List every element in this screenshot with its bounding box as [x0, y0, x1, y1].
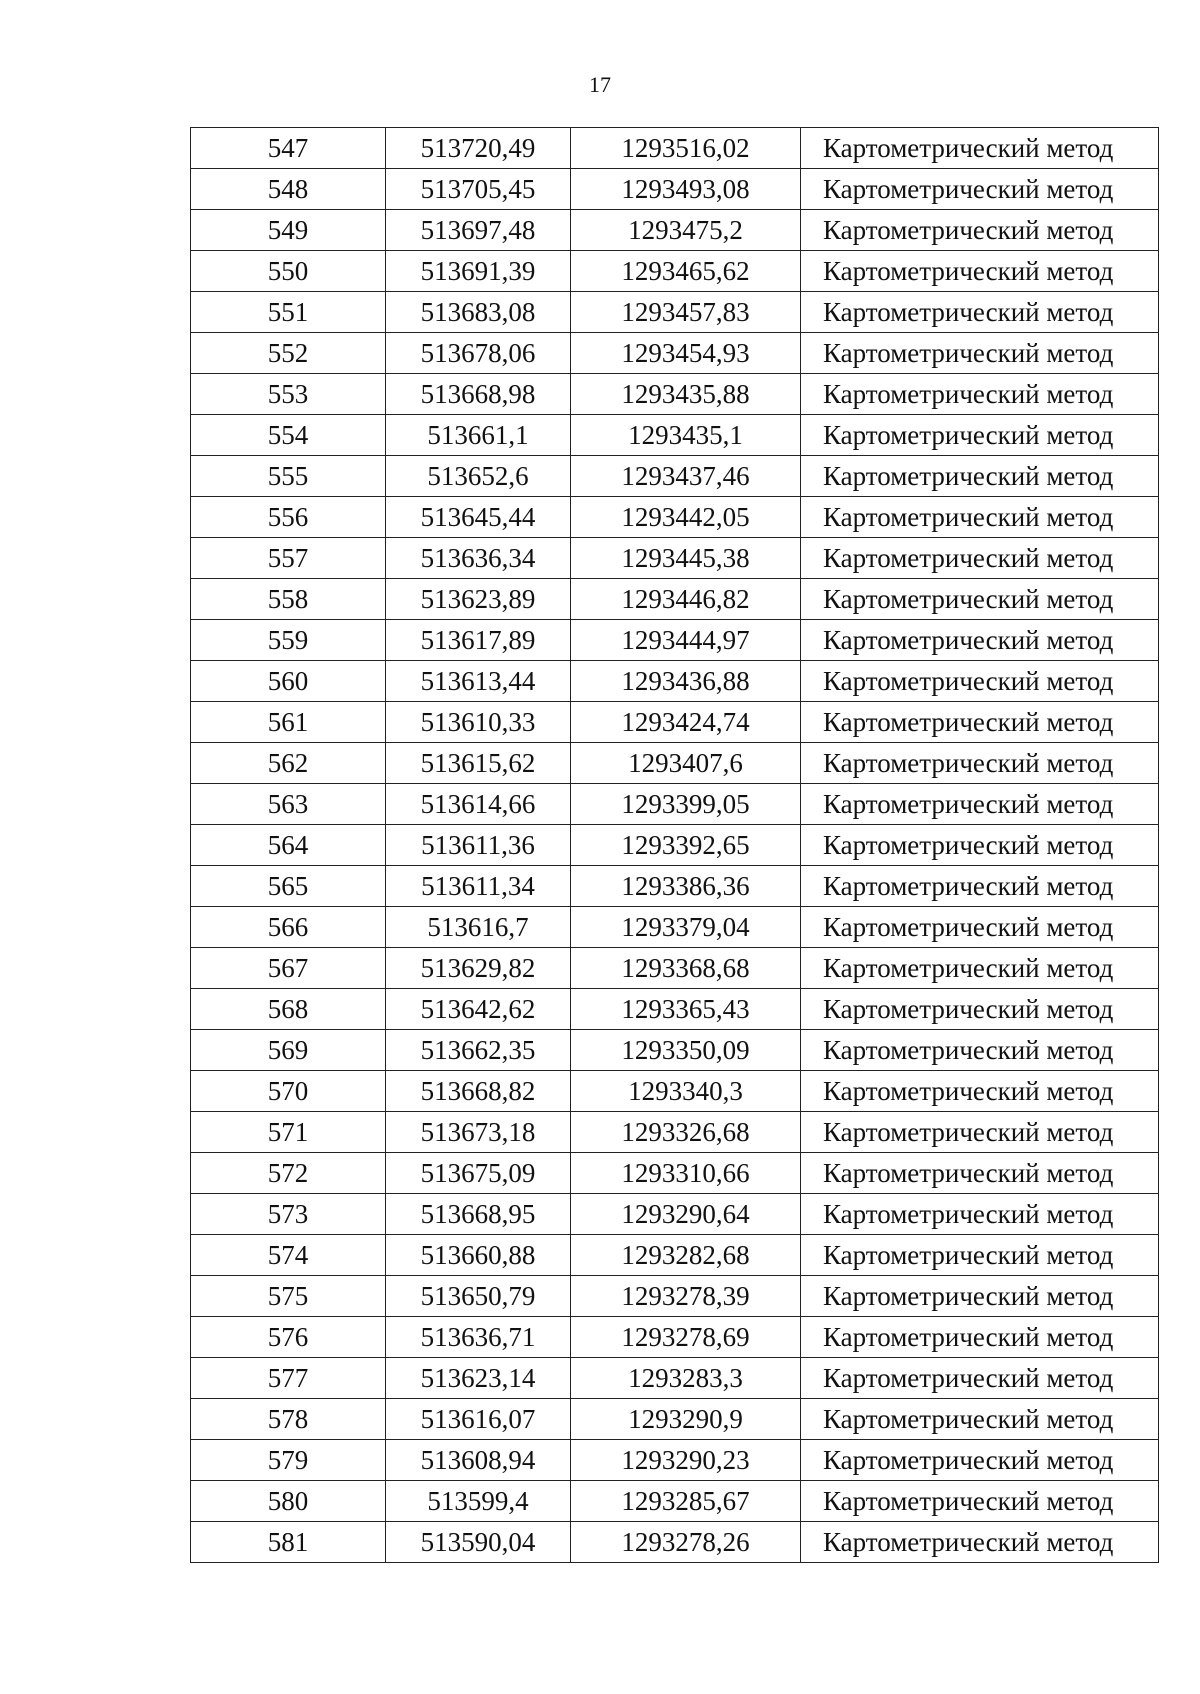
y-coordinate-cell: 1293435,88 — [571, 374, 801, 415]
table-row — [191, 989, 1159, 1030]
table-row — [191, 333, 1159, 374]
table-row — [191, 210, 1159, 251]
table-row — [191, 907, 1159, 948]
y-coordinate-cell: 1293446,82 — [571, 579, 801, 620]
table-row — [191, 251, 1159, 292]
table-row — [191, 866, 1159, 907]
method-cell: Картометрический метод — [801, 538, 1159, 579]
point-number-cell: 563 — [191, 784, 386, 825]
x-coordinate-cell: 513645,44 — [386, 497, 571, 538]
y-coordinate-cell: 1293392,65 — [571, 825, 801, 866]
method-cell: Картометрический метод — [801, 866, 1159, 907]
x-coordinate-cell: 513683,08 — [386, 292, 571, 333]
table-row — [191, 1358, 1159, 1399]
x-coordinate-cell: 513720,49 — [386, 128, 571, 169]
y-coordinate-cell: 1293290,9 — [571, 1399, 801, 1440]
x-coordinate-cell: 513678,06 — [386, 333, 571, 374]
point-number-cell: 568 — [191, 989, 386, 1030]
method-cell: Картометрический метод — [801, 1071, 1159, 1112]
method-cell: Картометрический метод — [801, 292, 1159, 333]
y-coordinate-cell: 1293278,26 — [571, 1522, 801, 1563]
table-row — [191, 1071, 1159, 1112]
method-cell: Картометрический метод — [801, 989, 1159, 1030]
method-cell: Картометрический метод — [801, 1522, 1159, 1563]
y-coordinate-cell: 1293368,68 — [571, 948, 801, 989]
method-cell: Картометрический метод — [801, 948, 1159, 989]
x-coordinate-cell: 513673,18 — [386, 1112, 571, 1153]
point-number-cell: 575 — [191, 1276, 386, 1317]
x-coordinate-cell: 513668,95 — [386, 1194, 571, 1235]
y-coordinate-cell: 1293442,05 — [571, 497, 801, 538]
table-row — [191, 1440, 1159, 1481]
x-coordinate-cell: 513614,66 — [386, 784, 571, 825]
y-coordinate-cell: 1293310,66 — [571, 1153, 801, 1194]
y-coordinate-cell: 1293278,39 — [571, 1276, 801, 1317]
table-row — [191, 456, 1159, 497]
method-cell: Картометрический метод — [801, 128, 1159, 169]
y-coordinate-cell: 1293493,08 — [571, 169, 801, 210]
method-cell: Картометрический метод — [801, 907, 1159, 948]
method-cell: Картометрический метод — [801, 1481, 1159, 1522]
x-coordinate-cell: 513608,94 — [386, 1440, 571, 1481]
x-coordinate-cell: 513613,44 — [386, 661, 571, 702]
page-number: 17 — [589, 72, 611, 97]
y-coordinate-cell: 1293290,64 — [571, 1194, 801, 1235]
point-number-cell: 572 — [191, 1153, 386, 1194]
y-coordinate-cell: 1293516,02 — [571, 128, 801, 169]
y-coordinate-cell: 1293386,36 — [571, 866, 801, 907]
point-number-cell: 554 — [191, 415, 386, 456]
y-coordinate-cell: 1293475,2 — [571, 210, 801, 251]
point-number-cell: 547 — [191, 128, 386, 169]
method-cell: Картометрический метод — [801, 1030, 1159, 1071]
method-cell: Картометрический метод — [801, 1194, 1159, 1235]
y-coordinate-cell: 1293445,38 — [571, 538, 801, 579]
method-cell: Картометрический метод — [801, 1317, 1159, 1358]
table-row — [191, 169, 1159, 210]
table-row — [191, 1194, 1159, 1235]
point-number-cell: 561 — [191, 702, 386, 743]
table-row — [191, 948, 1159, 989]
method-cell: Картометрический метод — [801, 1399, 1159, 1440]
table-row — [191, 784, 1159, 825]
y-coordinate-cell: 1293465,62 — [571, 251, 801, 292]
table-row — [191, 1399, 1159, 1440]
x-coordinate-cell: 513668,98 — [386, 374, 571, 415]
method-cell: Картометрический метод — [801, 169, 1159, 210]
x-coordinate-cell: 513661,1 — [386, 415, 571, 456]
y-coordinate-cell: 1293454,93 — [571, 333, 801, 374]
y-coordinate-cell: 1293340,3 — [571, 1071, 801, 1112]
y-coordinate-cell: 1293326,68 — [571, 1112, 801, 1153]
point-number-cell: 567 — [191, 948, 386, 989]
table-row — [191, 415, 1159, 456]
table-row — [191, 661, 1159, 702]
point-number-cell: 581 — [191, 1522, 386, 1563]
x-coordinate-cell: 513611,36 — [386, 825, 571, 866]
point-number-cell: 569 — [191, 1030, 386, 1071]
coordinates-table — [190, 127, 1159, 1563]
x-coordinate-cell: 513675,09 — [386, 1153, 571, 1194]
table-row — [191, 702, 1159, 743]
point-number-cell: 577 — [191, 1358, 386, 1399]
x-coordinate-cell: 513691,39 — [386, 251, 571, 292]
method-cell: Картометрический метод — [801, 456, 1159, 497]
method-cell: Картометрический метод — [801, 579, 1159, 620]
y-coordinate-cell: 1293444,97 — [571, 620, 801, 661]
table-row — [191, 1317, 1159, 1358]
x-coordinate-cell: 513668,82 — [386, 1071, 571, 1112]
table-row — [191, 620, 1159, 661]
method-cell: Картометрический метод — [801, 415, 1159, 456]
point-number-cell: 549 — [191, 210, 386, 251]
point-number-cell: 564 — [191, 825, 386, 866]
x-coordinate-cell: 513616,07 — [386, 1399, 571, 1440]
x-coordinate-cell: 513636,71 — [386, 1317, 571, 1358]
x-coordinate-cell: 513705,45 — [386, 169, 571, 210]
y-coordinate-cell: 1293379,04 — [571, 907, 801, 948]
y-coordinate-cell: 1293457,83 — [571, 292, 801, 333]
x-coordinate-cell: 513590,04 — [386, 1522, 571, 1563]
table-row — [191, 128, 1159, 169]
method-cell: Картометрический метод — [801, 1358, 1159, 1399]
x-coordinate-cell: 513636,34 — [386, 538, 571, 579]
y-coordinate-cell: 1293285,67 — [571, 1481, 801, 1522]
table-row — [191, 292, 1159, 333]
x-coordinate-cell: 513599,4 — [386, 1481, 571, 1522]
point-number-cell: 556 — [191, 497, 386, 538]
point-number-cell: 562 — [191, 743, 386, 784]
y-coordinate-cell: 1293290,23 — [571, 1440, 801, 1481]
point-number-cell: 550 — [191, 251, 386, 292]
point-number-cell: 553 — [191, 374, 386, 415]
x-coordinate-cell: 513629,82 — [386, 948, 571, 989]
y-coordinate-cell: 1293399,05 — [571, 784, 801, 825]
point-number-cell: 548 — [191, 169, 386, 210]
point-number-cell: 565 — [191, 866, 386, 907]
y-coordinate-cell: 1293437,46 — [571, 456, 801, 497]
y-coordinate-cell: 1293435,1 — [571, 415, 801, 456]
table-row — [191, 374, 1159, 415]
y-coordinate-cell: 1293350,09 — [571, 1030, 801, 1071]
method-cell: Картометрический метод — [801, 251, 1159, 292]
method-cell: Картометрический метод — [801, 661, 1159, 702]
point-number-cell: 557 — [191, 538, 386, 579]
table-row — [191, 1153, 1159, 1194]
method-cell: Картометрический метод — [801, 743, 1159, 784]
x-coordinate-cell: 513611,34 — [386, 866, 571, 907]
y-coordinate-cell: 1293365,43 — [571, 989, 801, 1030]
x-coordinate-cell: 513623,14 — [386, 1358, 571, 1399]
point-number-cell: 571 — [191, 1112, 386, 1153]
x-coordinate-cell: 513642,62 — [386, 989, 571, 1030]
x-coordinate-cell: 513617,89 — [386, 620, 571, 661]
y-coordinate-cell: 1293407,6 — [571, 743, 801, 784]
point-number-cell: 558 — [191, 579, 386, 620]
method-cell: Картометрический метод — [801, 1235, 1159, 1276]
method-cell: Картометрический метод — [801, 497, 1159, 538]
table-row — [191, 579, 1159, 620]
method-cell: Картометрический метод — [801, 620, 1159, 661]
table-row — [191, 1276, 1159, 1317]
table-row — [191, 1112, 1159, 1153]
x-coordinate-cell: 513650,79 — [386, 1276, 571, 1317]
table-row — [191, 1522, 1159, 1563]
method-cell: Картометрический метод — [801, 210, 1159, 251]
table-row — [191, 1030, 1159, 1071]
point-number-cell: 552 — [191, 333, 386, 374]
x-coordinate-cell: 513623,89 — [386, 579, 571, 620]
point-number-cell: 576 — [191, 1317, 386, 1358]
x-coordinate-cell: 513615,62 — [386, 743, 571, 784]
point-number-cell: 578 — [191, 1399, 386, 1440]
y-coordinate-cell: 1293283,3 — [571, 1358, 801, 1399]
table-row — [191, 1235, 1159, 1276]
x-coordinate-cell: 513652,6 — [386, 456, 571, 497]
y-coordinate-cell: 1293282,68 — [571, 1235, 801, 1276]
method-cell: Картометрический метод — [801, 1276, 1159, 1317]
method-cell: Картометрический метод — [801, 374, 1159, 415]
point-number-cell: 570 — [191, 1071, 386, 1112]
table-row — [191, 497, 1159, 538]
method-cell: Картометрический метод — [801, 702, 1159, 743]
x-coordinate-cell: 513660,88 — [386, 1235, 571, 1276]
point-number-cell: 579 — [191, 1440, 386, 1481]
point-number-cell: 573 — [191, 1194, 386, 1235]
point-number-cell: 559 — [191, 620, 386, 661]
point-number-cell: 551 — [191, 292, 386, 333]
point-number-cell: 566 — [191, 907, 386, 948]
table-row — [191, 1481, 1159, 1522]
method-cell: Картометрический метод — [801, 1112, 1159, 1153]
x-coordinate-cell: 513616,7 — [386, 907, 571, 948]
y-coordinate-cell: 1293424,74 — [571, 702, 801, 743]
method-cell: Картометрический метод — [801, 1440, 1159, 1481]
y-coordinate-cell: 1293278,69 — [571, 1317, 801, 1358]
table-row — [191, 743, 1159, 784]
point-number-cell: 574 — [191, 1235, 386, 1276]
point-number-cell: 560 — [191, 661, 386, 702]
method-cell: Картометрический метод — [801, 825, 1159, 866]
method-cell: Картометрический метод — [801, 1153, 1159, 1194]
x-coordinate-cell: 513697,48 — [386, 210, 571, 251]
method-cell: Картометрический метод — [801, 784, 1159, 825]
x-coordinate-cell: 513662,35 — [386, 1030, 571, 1071]
method-cell: Картометрический метод — [801, 333, 1159, 374]
x-coordinate-cell: 513610,33 — [386, 702, 571, 743]
table-row — [191, 825, 1159, 866]
point-number-cell: 580 — [191, 1481, 386, 1522]
point-number-cell: 555 — [191, 456, 386, 497]
y-coordinate-cell: 1293436,88 — [571, 661, 801, 702]
table-row — [191, 538, 1159, 579]
coordinates-table-body — [191, 128, 1159, 1563]
